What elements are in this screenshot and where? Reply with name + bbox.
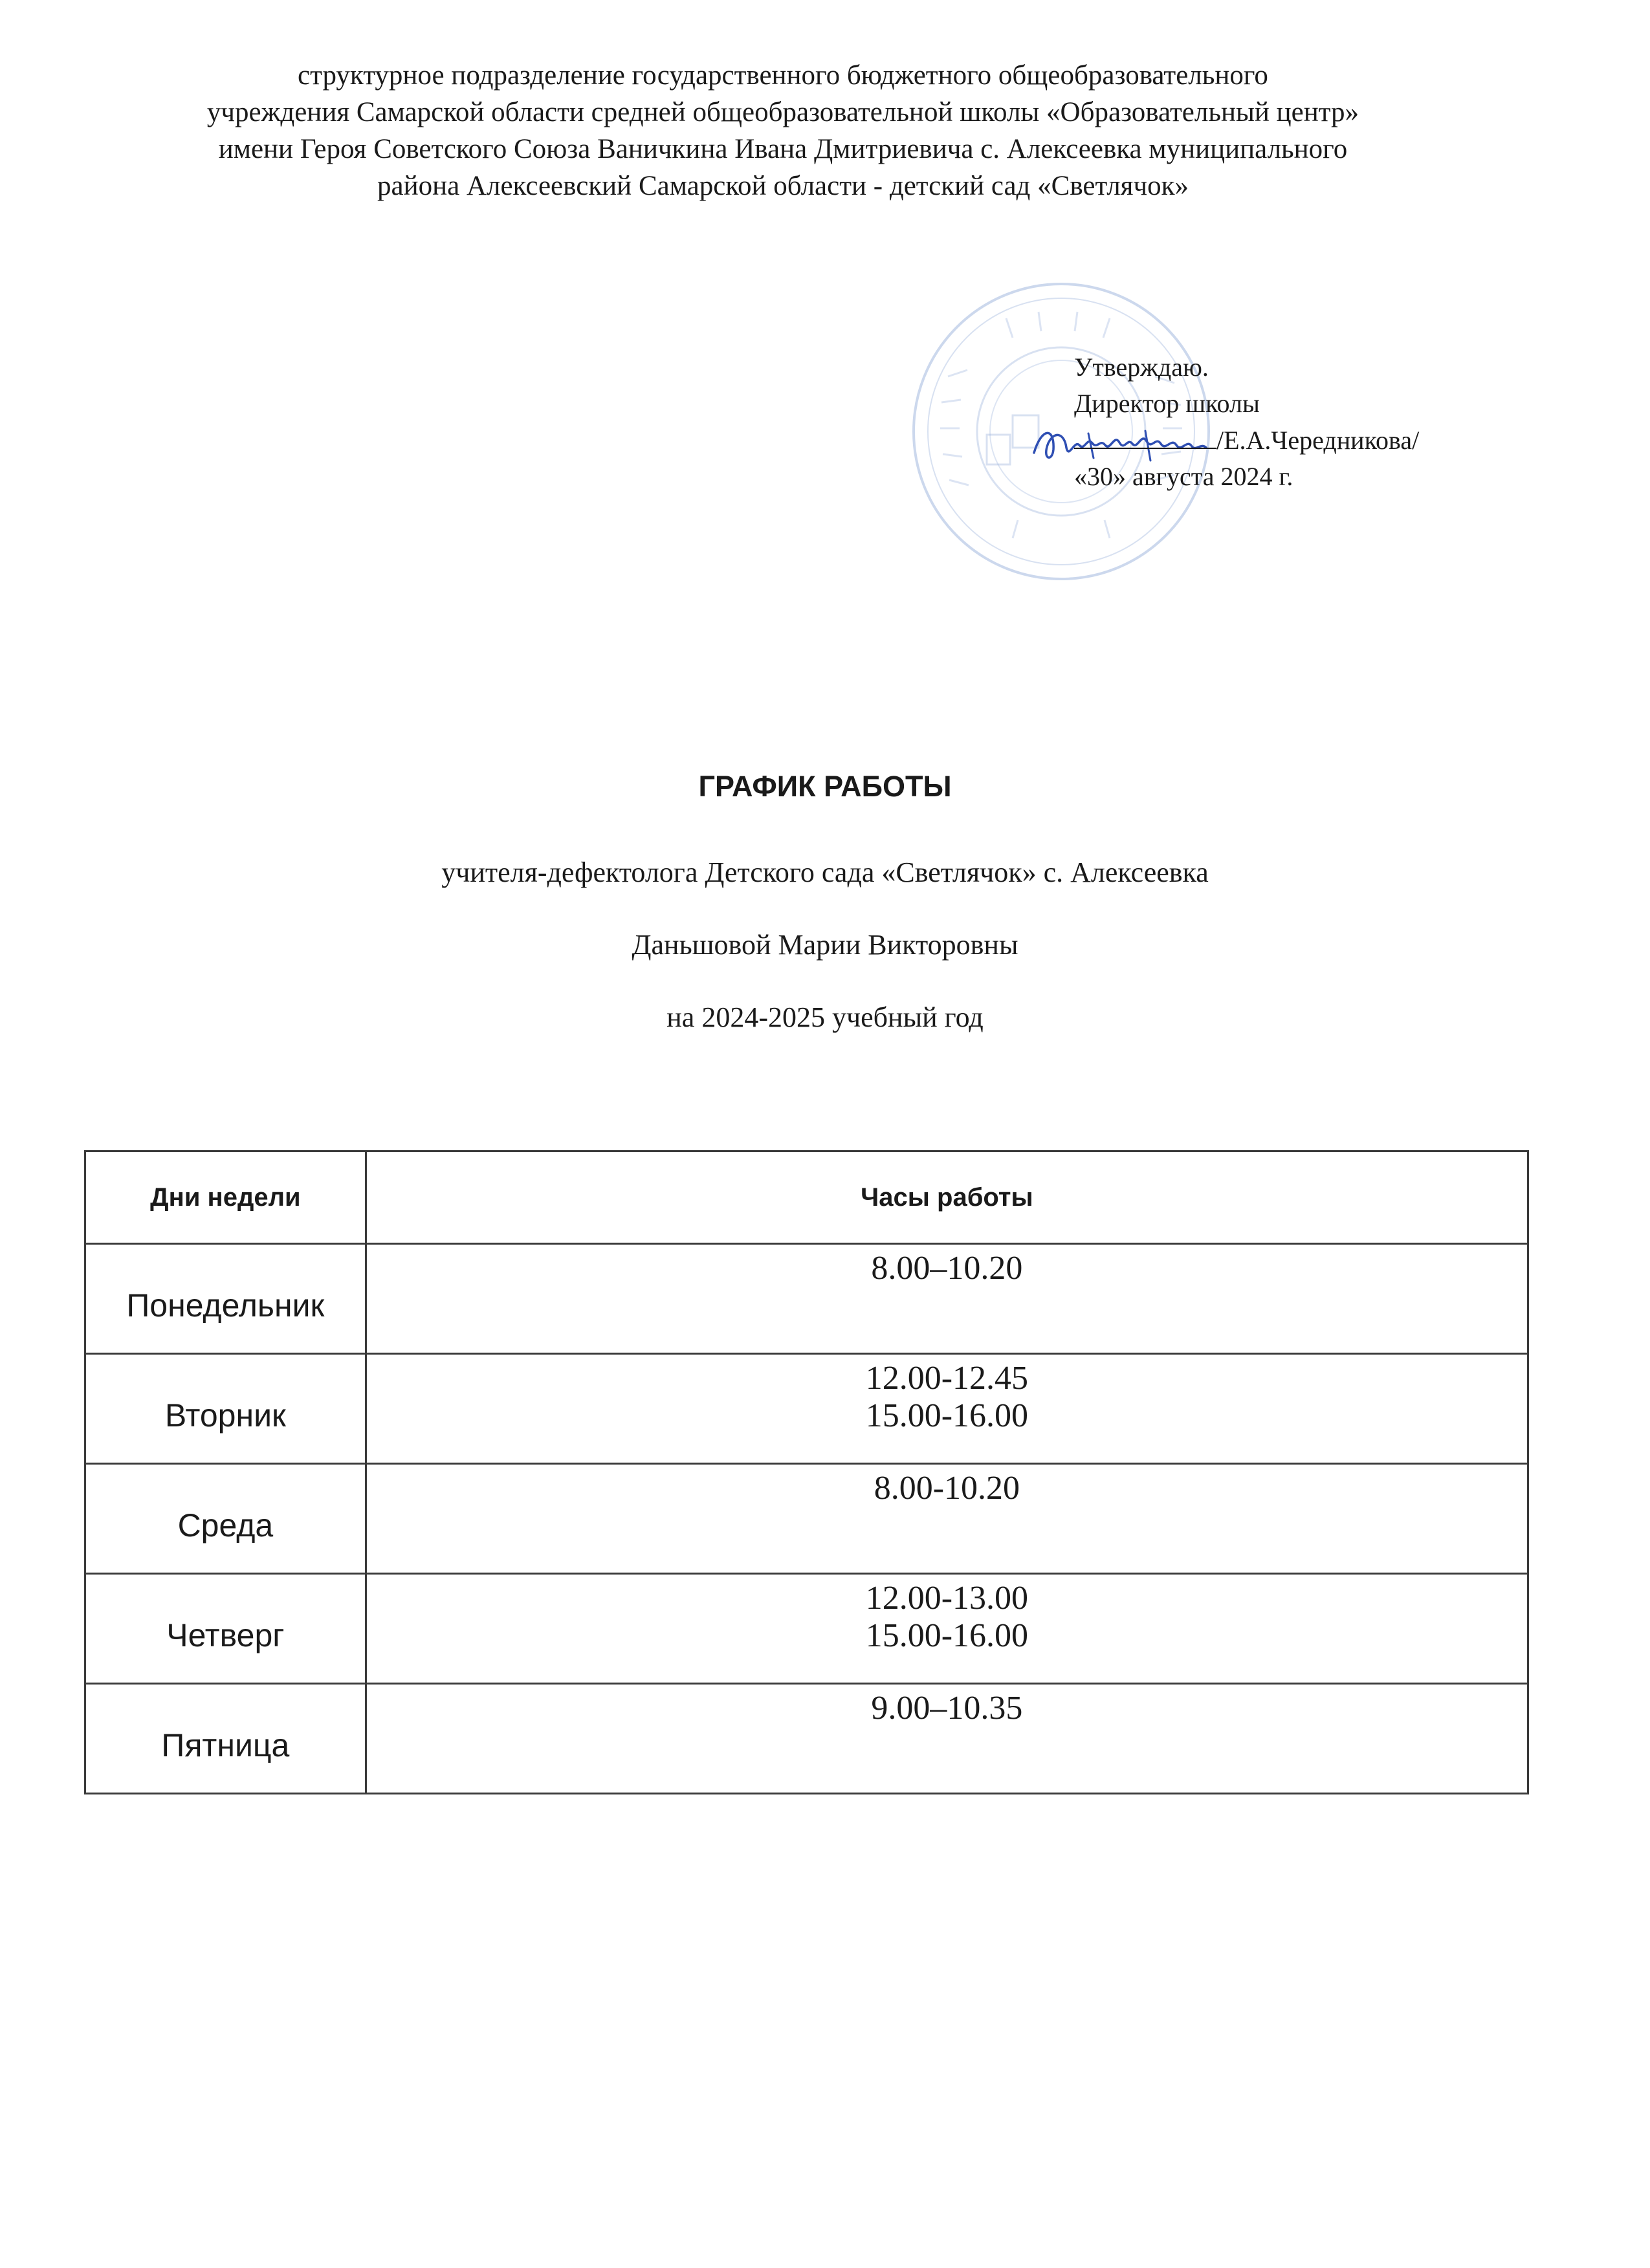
day-cell: Вторник: [85, 1354, 366, 1464]
academic-year: на 2024-2025 учебный год: [666, 1001, 984, 1033]
hours-cell: [366, 1354, 1528, 1464]
hours-line: 15.00-16.00: [865, 1617, 1029, 1654]
header-line-2: учреждения Самарской области средней общеобразовательной школы «Образовательный центр»: [206, 97, 1359, 127]
day-cell: Пятница: [85, 1684, 366, 1794]
document-subtitle: учителя-дефектолога Детского сада «Светлячок» с. Алексеевка: [441, 856, 1209, 888]
approve-word: Утверждаю.: [1074, 353, 1209, 382]
approval-date: «30» августа 2024 г.: [1074, 462, 1293, 491]
director-position: Директор школы: [1074, 389, 1260, 418]
employee-name: Даньшовой Марии Викторовны: [632, 929, 1018, 961]
signature-underline: [1074, 422, 1216, 449]
header-hours: Часы работы: [366, 1151, 1528, 1244]
signature-line: [1074, 422, 1419, 459]
table-row: [85, 1464, 1528, 1574]
hours-cell: [366, 1244, 1528, 1354]
day-cell: Четверг: [85, 1574, 366, 1684]
day-cell: Понедельник: [85, 1244, 366, 1354]
hours-line: 15.00-16.00: [865, 1397, 1029, 1434]
header-line-3: имени Героя Советского Союза Ваничкина Ивана Дмитриевича с. Алексеевка муниципального: [218, 134, 1348, 164]
table-header-row: [85, 1151, 1528, 1244]
header-days: Дни недели: [85, 1151, 366, 1244]
hours-cell: [366, 1464, 1528, 1574]
header-line-1: структурное подразделение государственного бюджетного общеобразовательного: [298, 60, 1268, 91]
hours-cell: [366, 1684, 1528, 1794]
table-row: [85, 1684, 1528, 1794]
day-cell: Среда: [85, 1464, 366, 1574]
organization-header: [84, 57, 1482, 204]
hours-line: 12.00-13.00: [865, 1580, 1029, 1617]
hours-cell: [366, 1574, 1528, 1684]
table-row: [85, 1574, 1528, 1684]
hours-line: 12.00-12.45: [865, 1360, 1029, 1397]
approval-block: [1074, 349, 1419, 495]
director-name: /Е.А.Чередникова/: [1216, 426, 1420, 455]
document-title: ГРАФИК РАБОТЫ: [698, 770, 952, 803]
hours-line: 8.00–10.20: [871, 1250, 1023, 1287]
hours-line: 9.00–10.35: [871, 1690, 1023, 1727]
table-row: [85, 1244, 1528, 1354]
header-line-4: района Алексеевский Самарской области - детский сад «Светлячок»: [377, 171, 1189, 201]
table-row: [85, 1354, 1528, 1464]
hours-line: 8.00-10.20: [874, 1470, 1020, 1507]
schedule-table: [84, 1150, 1529, 1794]
